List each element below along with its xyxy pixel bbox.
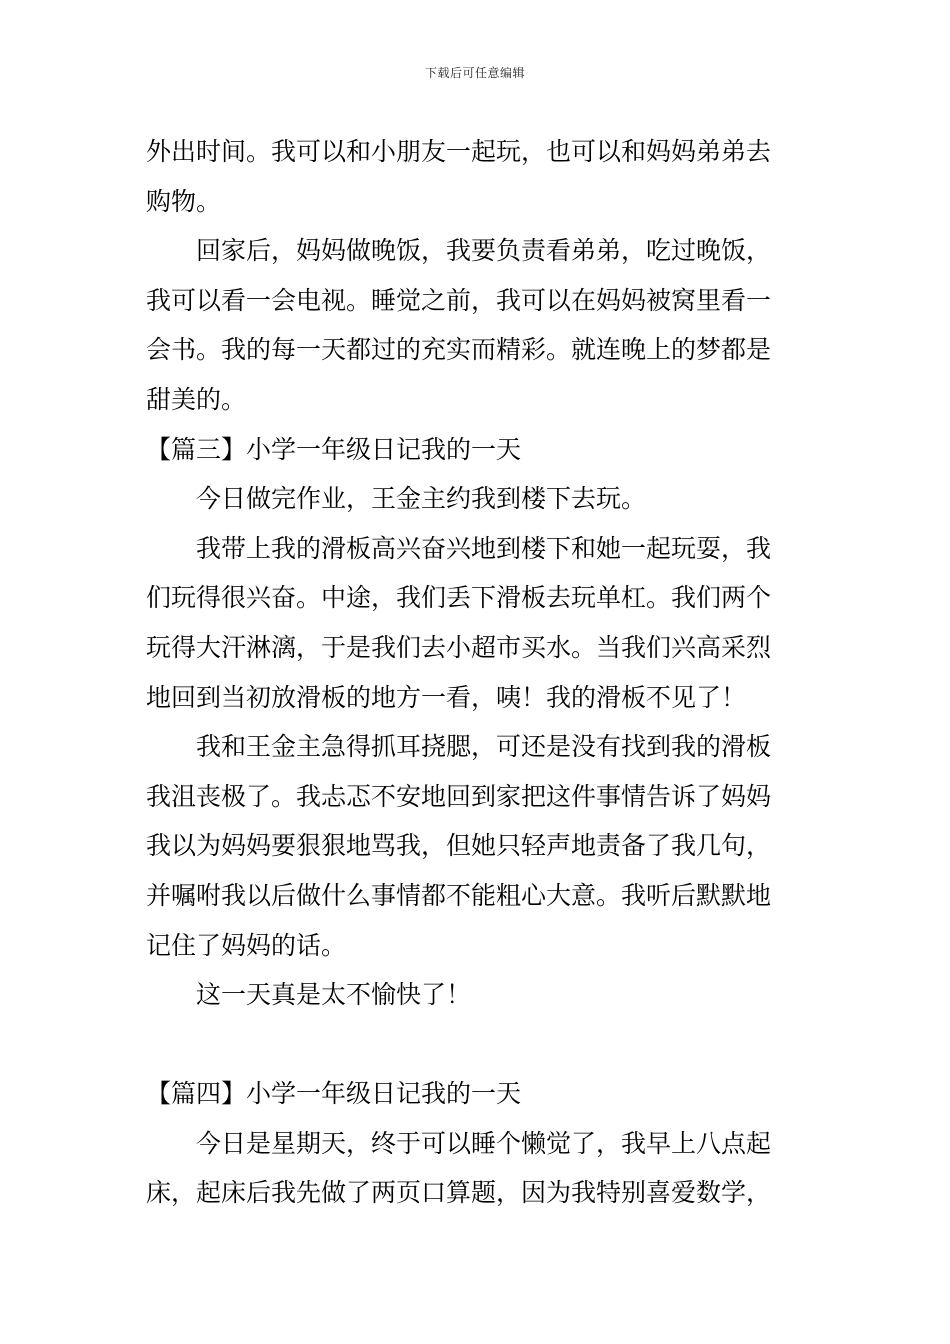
text-line: 玩得大汗淋漓，于是我们去小超市买水。当我们兴高采烈 <box>146 632 772 662</box>
text-line: 今日做完作业，王金主约我到楼下去玩。 <box>196 484 647 514</box>
text-line: 地回到当初放滑板的地方一看，咦！我的滑板不见了！ <box>146 682 747 712</box>
text-line: 记住了妈妈的话。 <box>146 930 347 960</box>
text-line: 外出时间。我可以和小朋友一起玩，也可以和妈妈弟弟去 <box>146 137 772 166</box>
text-line: 我可以看一会电视。睡觉之前，我可以在妈妈被窝里看一 <box>146 285 772 315</box>
section-heading: 【篇三】小学一年级日记我的一天 <box>146 434 522 464</box>
document-body <box>146 127 814 1218</box>
text-line: 我以为妈妈要狠狠地骂我，但她只轻声地责备了我几句， <box>146 831 772 861</box>
text-line: 这一天真是太不愉快了！ <box>196 980 472 1010</box>
text-line: 我和王金主急得抓耳挠腮，可还是没有找到我的滑板 <box>196 732 772 762</box>
text-line: 床，起床后我先做了两页口算题，因为我特别喜爱数学， <box>146 1178 772 1208</box>
blank-line <box>146 1020 814 1070</box>
text-line: 回家后，妈妈做晚饭，我要负责看弟弟，吃过晚饭， <box>196 236 772 266</box>
section-heading: 【篇四】小学一年级日记我的一天 <box>146 1079 522 1109</box>
text-line: 我沮丧极了。我忐忑不安地回到家把这件事情告诉了妈妈 <box>146 781 772 811</box>
text-line: 我带上我的滑板高兴奋兴地到楼下和她一起玩耍，我 <box>196 533 772 563</box>
text-line: 今日是星期天，终于可以睡个懒觉了，我早上八点起 <box>196 1128 772 1158</box>
text-line: 们玩得很兴奋。中途，我们丢下滑板去玩单杠。我们两个 <box>146 583 772 613</box>
page-header-note: 下载后可任意编辑 <box>424 66 525 80</box>
text-line: 购物。 <box>146 186 222 216</box>
text-line: 并嘱咐我以后做什么事情都不能粗心大意。我听后默默地 <box>146 880 772 910</box>
text-line: 会书。我的每一天都过的充实而精彩。就连晚上的梦都是 <box>146 335 772 365</box>
text-line: 甜美的。 <box>146 384 247 414</box>
